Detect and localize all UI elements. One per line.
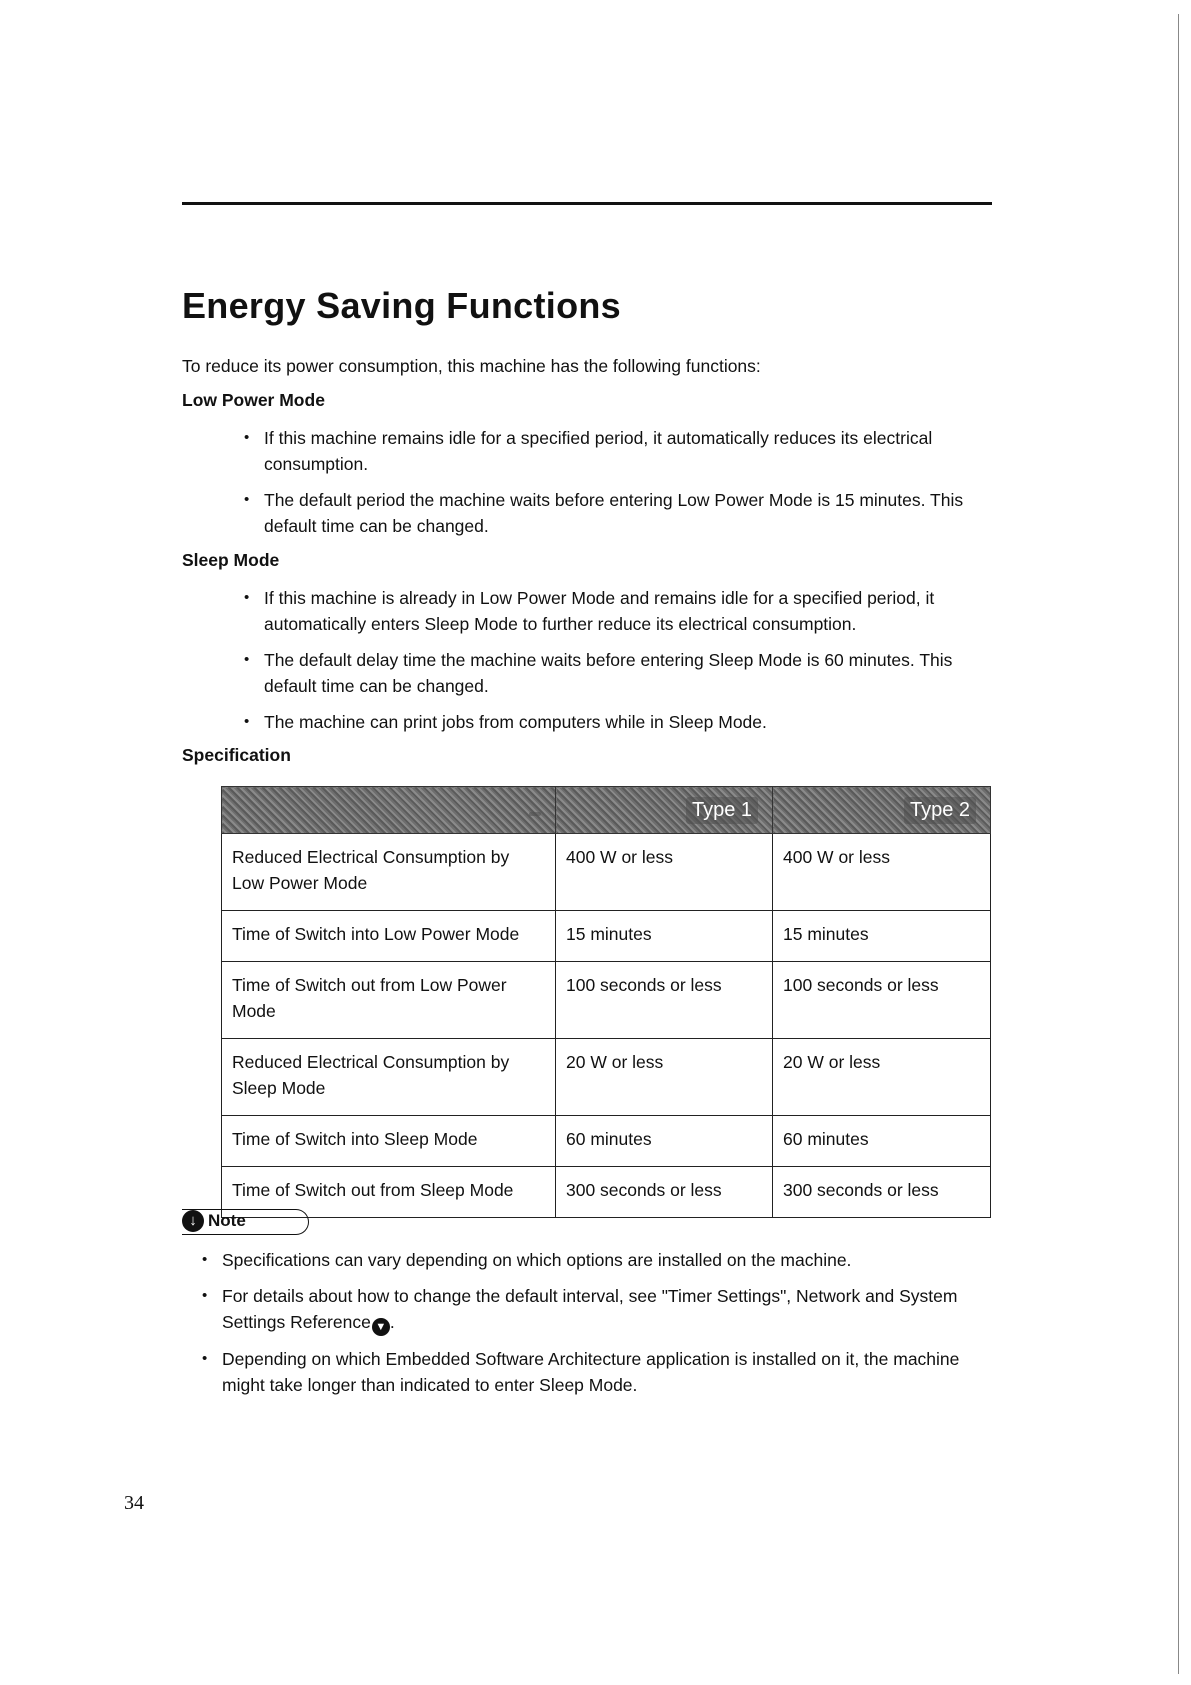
specification-heading: Specification [182, 745, 291, 765]
table-cell: 60 minutes [556, 1116, 773, 1167]
reference-manual-icon: ▼ [372, 1318, 390, 1336]
table-header-blank [222, 787, 556, 834]
list-item: • If this machine remains idle for a specified period, it automatically reduces its electrical consumption. [264, 425, 984, 477]
table-cell: Time of Switch out from Low Power Mode [222, 962, 556, 1039]
table-cell: 300 seconds or less [773, 1167, 991, 1218]
note-label: Note [208, 1211, 246, 1230]
table-row [222, 911, 991, 962]
table-cell: Time of Switch into Low Power Mode [222, 911, 556, 962]
list-item: • Depending on which Embedded Software Architecture application is installed on it, the machine might take longer than indicated to enter Sleep Mode. [222, 1346, 982, 1398]
table-row [222, 962, 991, 1039]
table-cell: 15 minutes [773, 911, 991, 962]
note-arrow-icon: ↓ [182, 1210, 204, 1232]
low-power-list [264, 425, 984, 549]
low-power-heading: Low Power Mode [182, 390, 325, 410]
top-rule [182, 202, 992, 205]
list-item: • The default delay time the machine waits before entering Sleep Mode is 60 minutes. This default time can be changed. [264, 647, 984, 699]
table-cell: 300 seconds or less [556, 1167, 773, 1218]
table-cell: 60 minutes [773, 1116, 991, 1167]
list-item: • For details about how to change the default interval, see "Timer Settings", Network and System Settings Reference ▼ . [222, 1283, 982, 1336]
table-header-type1: Type 1 [556, 787, 773, 834]
table-cell: Reduced Electrical Consumption by Low Power Mode [222, 834, 556, 911]
list-item: • If this machine is already in Low Power Mode and remains idle for a specified period, it automatically enters Sleep Mode to further reduce its electrical consumption. [264, 585, 984, 637]
table-cell: Time of Switch out from Sleep Mode [222, 1167, 556, 1218]
table-row [222, 1167, 991, 1218]
table-cell: 20 W or less [556, 1039, 773, 1116]
table-cell: 100 seconds or less [773, 962, 991, 1039]
table-cell: 20 W or less [773, 1039, 991, 1116]
sleep-mode-list [264, 585, 984, 745]
list-item: • The default period the machine waits before entering Low Power Mode is 15 minutes. This default time can be changed. [264, 487, 984, 539]
list-item: • The machine can print jobs from computers while in Sleep Mode. [264, 709, 984, 735]
table-cell: 400 W or less [556, 834, 773, 911]
note-badge [182, 1209, 314, 1235]
page-title: Energy Saving Functions [182, 285, 621, 326]
list-item: • Specifications can vary depending on which options are installed on the machine. [222, 1247, 982, 1273]
note-list [222, 1247, 982, 1408]
table-cell: 400 W or less [773, 834, 991, 911]
intro-text: To reduce its power consumption, this machine has the following functions: [182, 356, 761, 376]
specification-table [221, 786, 991, 1218]
table-row [222, 1039, 991, 1116]
table-header-type2: Type 2 [773, 787, 991, 834]
sleep-mode-heading: Sleep Mode [182, 550, 280, 570]
table-row [222, 1116, 991, 1167]
table-cell: Time of Switch into Sleep Mode [222, 1116, 556, 1167]
table-cell: 100 seconds or less [556, 962, 773, 1039]
table-row [222, 834, 991, 911]
page-edge-rule [1178, 14, 1179, 1674]
table-cell: 15 minutes [556, 911, 773, 962]
table-cell: Reduced Electrical Consumption by Sleep Mode [222, 1039, 556, 1116]
table-header-row [222, 787, 991, 834]
page-number: 34 [124, 1492, 144, 1514]
